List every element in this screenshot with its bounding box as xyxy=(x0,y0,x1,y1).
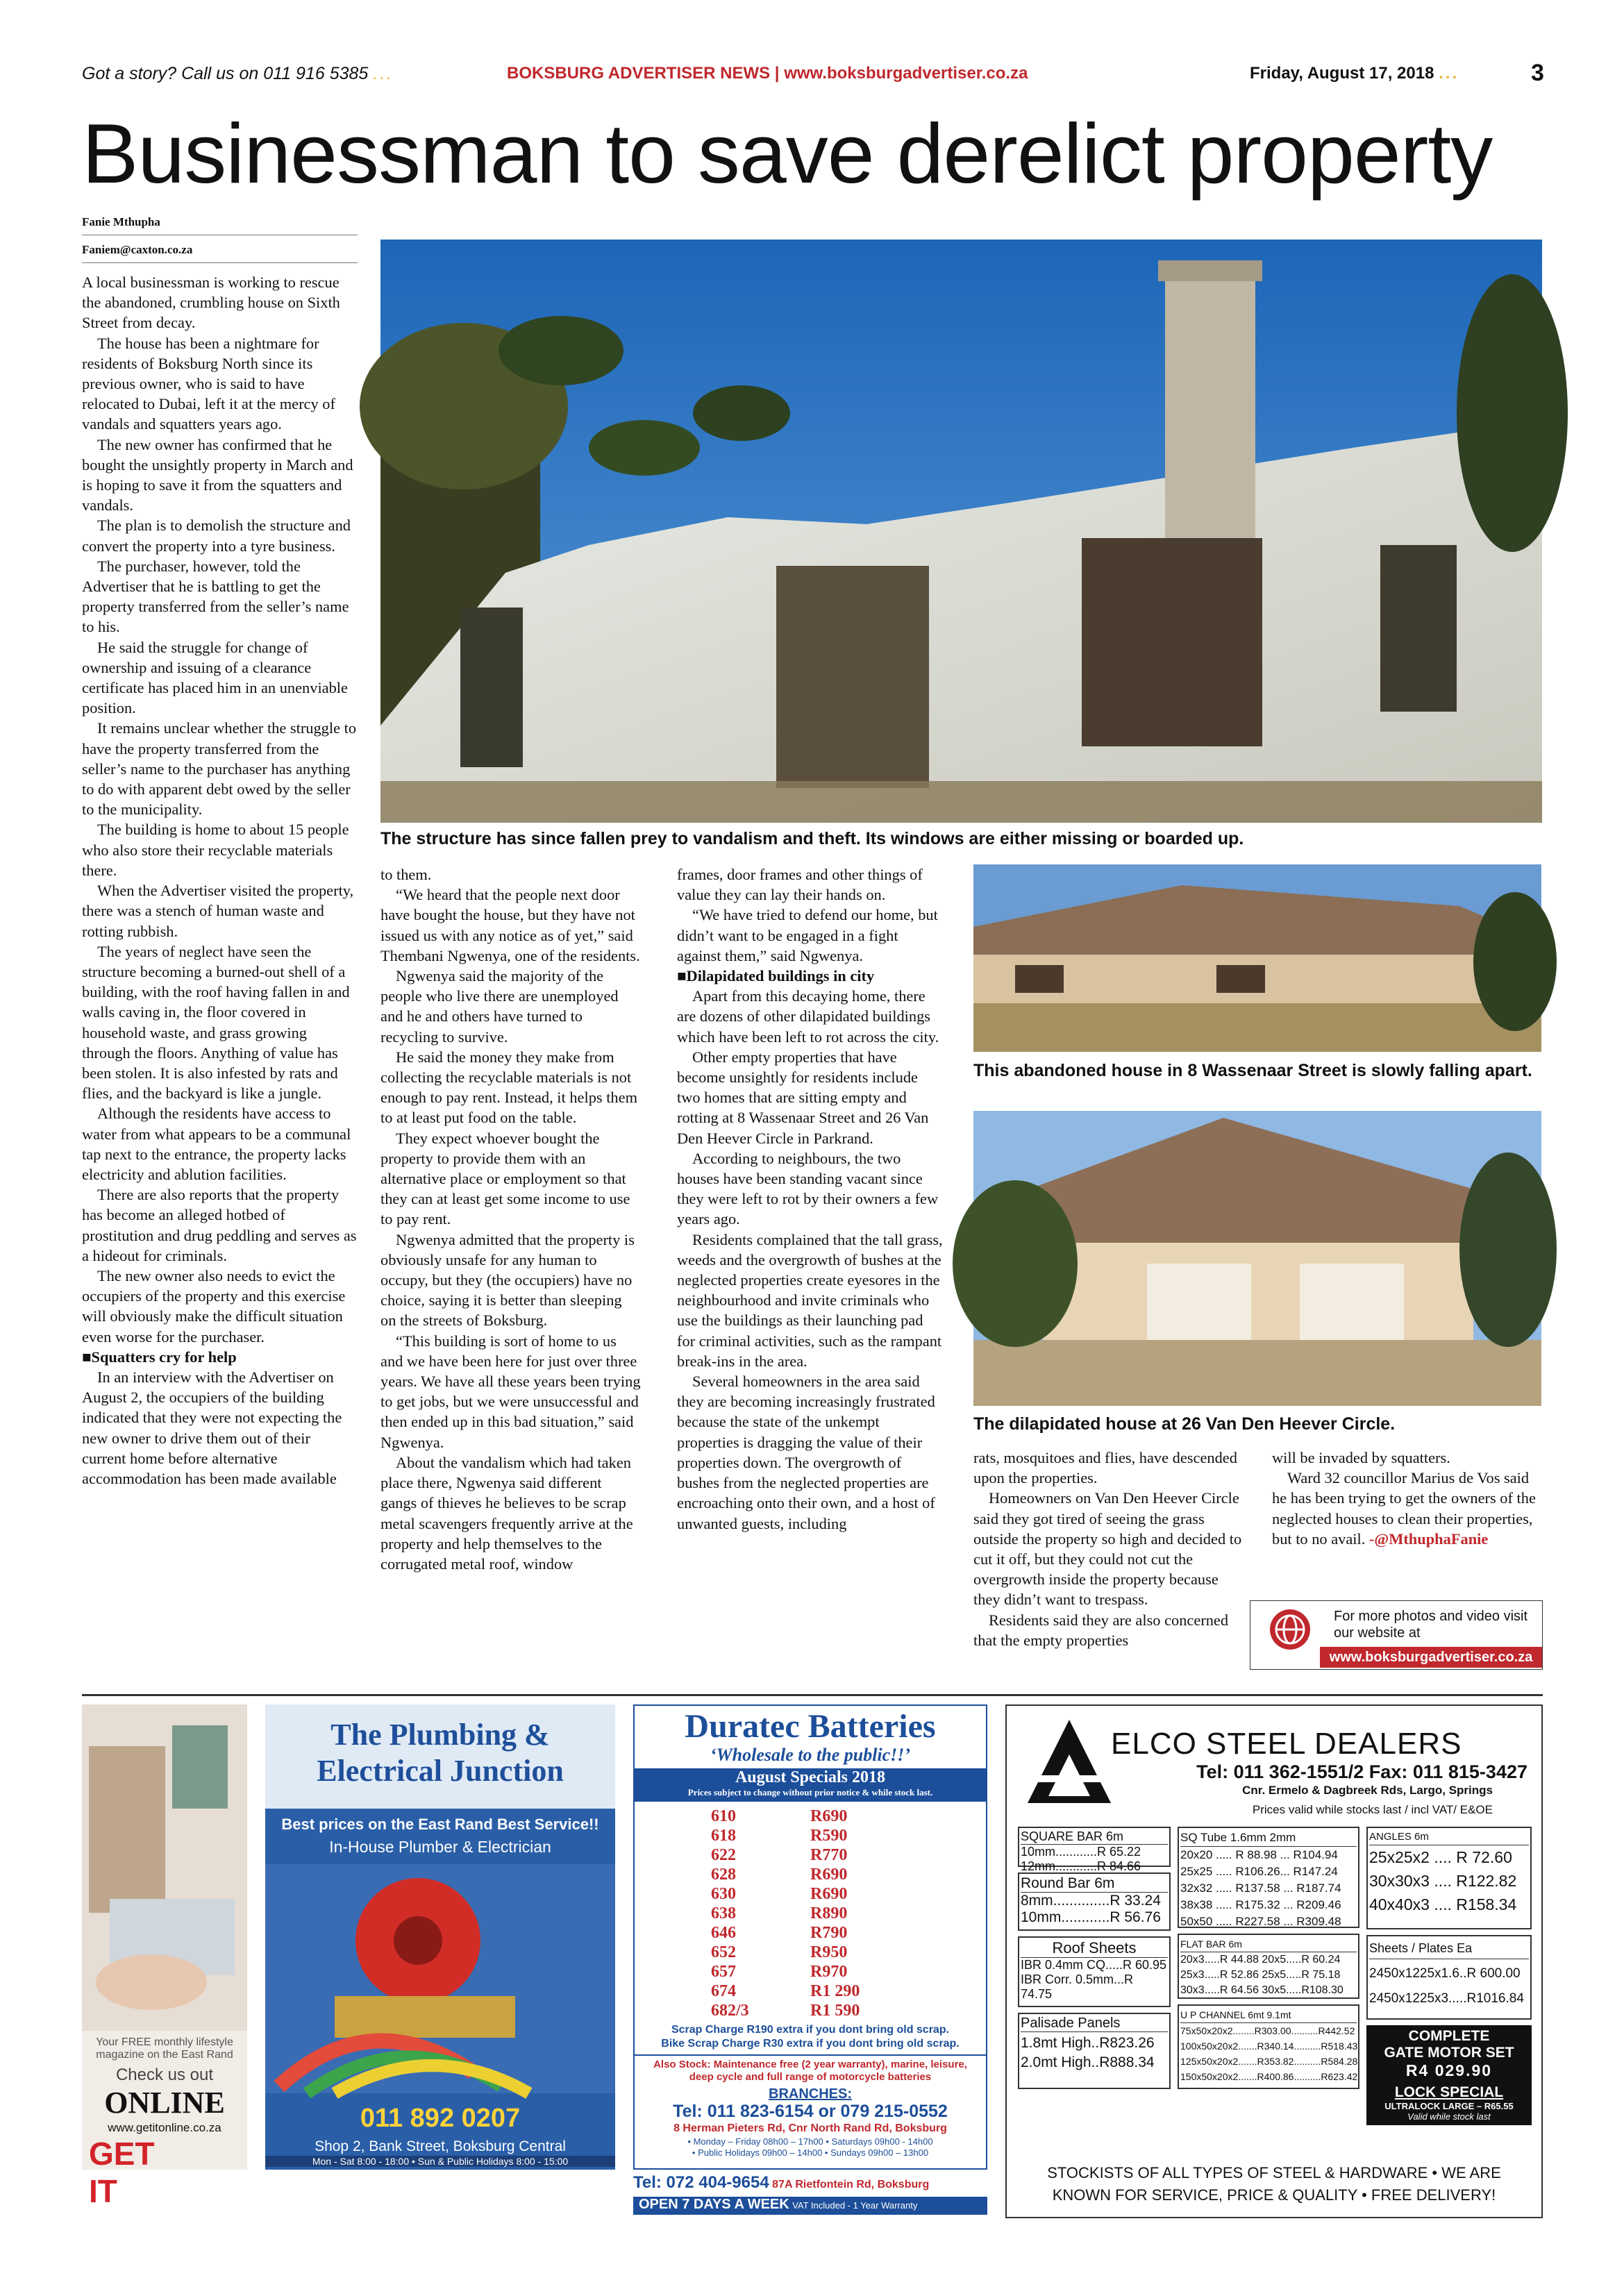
battery-price-list: 610 R690 618 R590 622 R770 628 R690 630 R690 638 R890 646 R790 652 R950 657 R970 674 R1 290 682/3 R1 590 xyxy=(711,1807,860,2020)
article-column-2: to them. “We heard that the people next door have bought the house, but they have not issued us with any notice as of yet,” said Thembani Ngwenya, one of the residents. Ngwenya said the majority of the people who live there are unemployed and he and others have turned to recycling to survive. He said the money they make from collecting the recyclable materials is not enough to pay rent. Instead, it helps them to at least put food on the table. They expect whoever bought the property to provide them with an alternative place or employment so that they can at least get some income to use to pay rent. Ngwenya admitted that the property is obviously unsafe for any human to occupy, but they (the occupiers) have no choice, saying it is better than sleeping on the streets of Boksburg. “This building is sort of home to us and we have been here for just over three years. We have all these years been trying to get jobs, but we were unsuccessful and then ended up in this bad situation,” said Ngwenya. About the vandalism which had taken place there, Ngwenya said different gangs of thieves he believes to be scrap metal scavengers frequently arrive at the property and help themselves to the corrugated metal roof, window xyxy=(380,866,641,1573)
article-column-5: will be invaded by squatters. Ward 32 councillor Marius de Vos said he has been trying to get the owners of the neglected houses to clean their properties, but to no avail. -@MthuphaFanie xyxy=(1272,1449,1536,1548)
web-promo[interactable]: For more photos and video visit our website at www.boksburgadvertiser.co.za xyxy=(1250,1600,1543,1670)
valve-icon xyxy=(265,1864,615,2093)
getit-url[interactable]: www.getitonline.co.za xyxy=(108,2121,221,2134)
gate-motor-special: COMPLETE GATE MOTOR SET R4 029.90 LOCK SPECIAL ULTRALOCK LARGE – R65.55 Valid while stock last xyxy=(1366,2025,1532,2125)
twitter-handle[interactable]: -@MthuphaFanie xyxy=(1368,1530,1489,1548)
elco-logo-icon xyxy=(1021,1713,1118,1810)
author: Fanie Mthupha xyxy=(82,215,160,228)
author-email: Faniem@caxton.co.za xyxy=(82,243,193,256)
van-den-heever-photo xyxy=(973,1111,1541,1406)
duratec-ad[interactable]: Duratec Batteries ‘Wholesale to the public!!’ August Specials 2018 Prices subject to change without prior notice & while stock last. 610 R690 618 R590 622 R770 628 R690 630 R690 638 R890 646 R790 652 R950 657 R970 674 R1 290 682/3 R1 590 Scrap Charge R190 extra if you dont bring old scrap. Bike Scrap Charge R30 extra if you dont bring old scrap. Also Stock: Maintenance free (2 year warranty), marine, leisure, deep cycle and full range of motorcycle batteries BRANCHES: Tel: 011 823-6154 or 079 215-0552 8 Herman Pieters Rd, Cnr North Rand Rd, Boksburg • Monday – Friday 08h00 – 17h00 • Saturdays 09h00 - 14h00 • Public Holidays 09h00 – 14h00 • Sundays 09h00 – 13h00 xyxy=(633,1704,987,2170)
page-number: 3 xyxy=(1531,60,1544,86)
main-photo-caption: The structure has since fallen prey to vandalism and theft. Its windows are either missing or boarded up. xyxy=(380,829,1244,848)
van-den-heever-caption: The dilapidated house at 26 Van Den Heever Circle. xyxy=(973,1414,1396,1434)
duratec-phone-1[interactable]: Tel: 011 823-6154 or 079 215-0552 xyxy=(673,2102,948,2121)
subhead-dilapidated: ■Dilapidated buildings in city xyxy=(677,967,875,985)
globe-icon xyxy=(1270,1609,1310,1650)
article-column-1: A local businessman is working to rescue the abandoned, crumbling house on Sixth Street from decay. The house has been a nightmare for residents of Boksburg North since its previous owner, who is said to have relocated to Dubai, left it at the mercy of vandals and squatters years ago. The new owner has confirmed that he bought the unsightly property in March and is hoping to save it from the squatters and vandals. The plan is to demolish the structure and convert the property into a tyre business. The purchaser, however, told the Advertiser that he is battling to get the property transferred from the seller’s name to his. He said the struggle for change of ownership and issuing of a clearance certificate has placed him in an unenviable position. It remains unclear whether the struggle to have the property transferred from the seller’s name to the purchaser has anything to do with apparent debt owed by the seller to the municipality. The building is home to about 15 people who also store their recyclable materials there. When the Advertiser visited the property, there was a stench of human waste and rotting rubbish. The years of neglect have seen the structure becoming a burned-out shell of a building, with the roof having fallen in and walls caving in, the floor covered in household waste, and grass growing through the floors. Anything of value has been stolen. It is also infested by rats and flies, and the backyard is like a jungle. Although the residents have access to water from what appears to be a communal tap next to the entrance, the property lacks electricity and ablution facilities. There are also reports that the property has become an alleged hotbed of prostitution and drug peddling and serves as a hideout for criminals. The new owner also needs to evict the occupiers of the property and this exercise will obviously make the difficult situation even worse for the purchaser. ■Squatters cry for help In an interview with the Advertiser on August 2, the occupiers of the building indicated that they were not expecting the new owner to drive them out of their current home before alternative accommodation has been made available xyxy=(82,274,357,1487)
issue-date: Friday, August 17, 2018 ... xyxy=(1250,64,1459,83)
story-tip: Got a story? Call us on 011 916 5385 ... xyxy=(82,64,394,83)
getit-logo: GET IT xyxy=(89,2136,155,2209)
getit-ad[interactable]: Your FREE monthly lifestyle magazine on the East Rand Check us out ONLINE www.getitonline.co.za GET IT xyxy=(82,1704,247,2170)
elco-phone[interactable]: Tel: 011 362-1551/2 Fax: 011 815-3427 xyxy=(1196,1761,1527,1782)
wassenaar-photo xyxy=(973,864,1541,1052)
plumbing-phone[interactable]: 011 892 0207 xyxy=(360,2104,521,2133)
plumbing-ad[interactable]: The Plumbing & Electrical Junction Best prices on the East Rand Best Service!! In-House Plumber & Electrician 011 892 0207 Shop 2, Bank Street, Boksburg Central Mon - Sat 8:00 - 18:00 • Sun & Public Holidays 8:00 - 15:00 xyxy=(265,1704,615,2170)
main-photo xyxy=(380,240,1542,823)
website-link[interactable]: www.boksburgadvertiser.co.za xyxy=(1320,1647,1542,1668)
duratec-phone-2[interactable]: Tel: 072 404-9654 xyxy=(633,2173,769,2192)
paper-name: BOKSBURG ADVERTISER NEWS | www.boksburgadvertiser.co.za xyxy=(507,64,1028,83)
subhead-squatters: ■Squatters cry for help xyxy=(82,1348,237,1366)
wassenaar-caption: This abandoned house in 8 Wassenaar Street is slowly falling apart. xyxy=(973,1061,1532,1080)
headline: Businessman to save derelict property xyxy=(82,106,1493,201)
article-column-3: frames, door frames and other things of value they can lay their hands on. “We have tried to defend our home, but didn’t want to be engaged in a fight against them,” said Ngwenya. ■Dilapidated buildings in city Apart from this decaying home, there are dozens of other dilapidated buildings which have been left to rot across the city. Other empty properties that have become unsightly for residents include two homes that are sitting empty and rotting at 8 Wassenaar Street and 26 Van Den Heever Circle in Parkrand. According to neighbours, the two houses have been standing vacant since they were left to rot by their owners a few years ago. Residents complained that the tall grass, weeds and the overgrowth of bushes at the neglected properties create eyesores in the neighbourhood and invite criminals who use the buildings as their launching pad for criminal activities, such as the rampant break-ins in the area. Several homeowners in the area said they are becoming increasingly frustrated because the state of the unkempt properties is dragging the value of their properties down. The overgrowth of bushes from the neglected properties are encroaching onto their own, and a host of unwanted guests, including xyxy=(677,864,944,1534)
derelict-building-photo xyxy=(380,240,1542,823)
elco-steel-ad[interactable]: ELCO STEEL DEALERS Tel: 011 362-1551/2 Fax: 011 815-3427 Cnr. Ermelo & Dagbreek Rds, Largo, Springs Prices valid while stocks last / incl VAT/ E&OE SQUARE BAR 6m 10mm............R 65.22 12mm............R 84.66 Round Bar 6m 8mm..............R 33.24 10mm............R 56.76 Roof Sheets IBR 0.4mm CQ.....R 60.95 IBR Corr. 0.5mm...R 74.75 Palisade Panels 1.8mt High..R823.26 2.0mt High..R888.34 SQ Tube 1.6mm 2mm 20x20 ..... R 88.98 ... R104.94 25x25 ..... R106.26... R147.24 32x32 ..... R137.58 ... R187.74 38x38 ..... R175.32 ... R209.46 50x50 ..... R227.58 ... R309.48 FLAT BAR 6m 20x3.....R 44.88 20x5.....R 60.24 25x3.....R 52.86 25x5.....R 75.18 30x3.....R 64.56 30x5.....R108.30 U P CHANNEL 6mt 9.1mt 75x50x20x2........R303.00..........R442.52 100x50x20x2.......R340.14..........R518.43 125x50x20x2.......R353.82..........R584.28 150x50x20x2.......R400.86..........R623.42 ANGLES 6m 25x25x2 .... R 72.60 30x30x3 .... R122.82 40x40x3 .... R158.34 Sheets / Plates Ea 2450x1225x1.6..R 600.00 2450x1225x3.....R1016.84 COMPLETE GATE MOTOR SET R4 029.90 LOCK SPECIAL ULTRALOCK LARGE – R65.55 Valid while stock last STOCKISTS OF ALL TYPES OF STEEL & HARDWARE • WE ARE KNOWN FOR SERVICE, PRICE & QUALITY • FREE DELIVERY! xyxy=(1005,1704,1543,2218)
article-column-4: rats, mosquitoes and flies, have descended upon the properties. Homeowners on Van Den Heever Circle said they got tired of seeing the grass outside the property so high and decided to cut it off, but they could not cut the overgrowth inside the property because they didn’t want to trespass. Residents said they are also concerned that the empty properties xyxy=(973,1449,1242,1649)
